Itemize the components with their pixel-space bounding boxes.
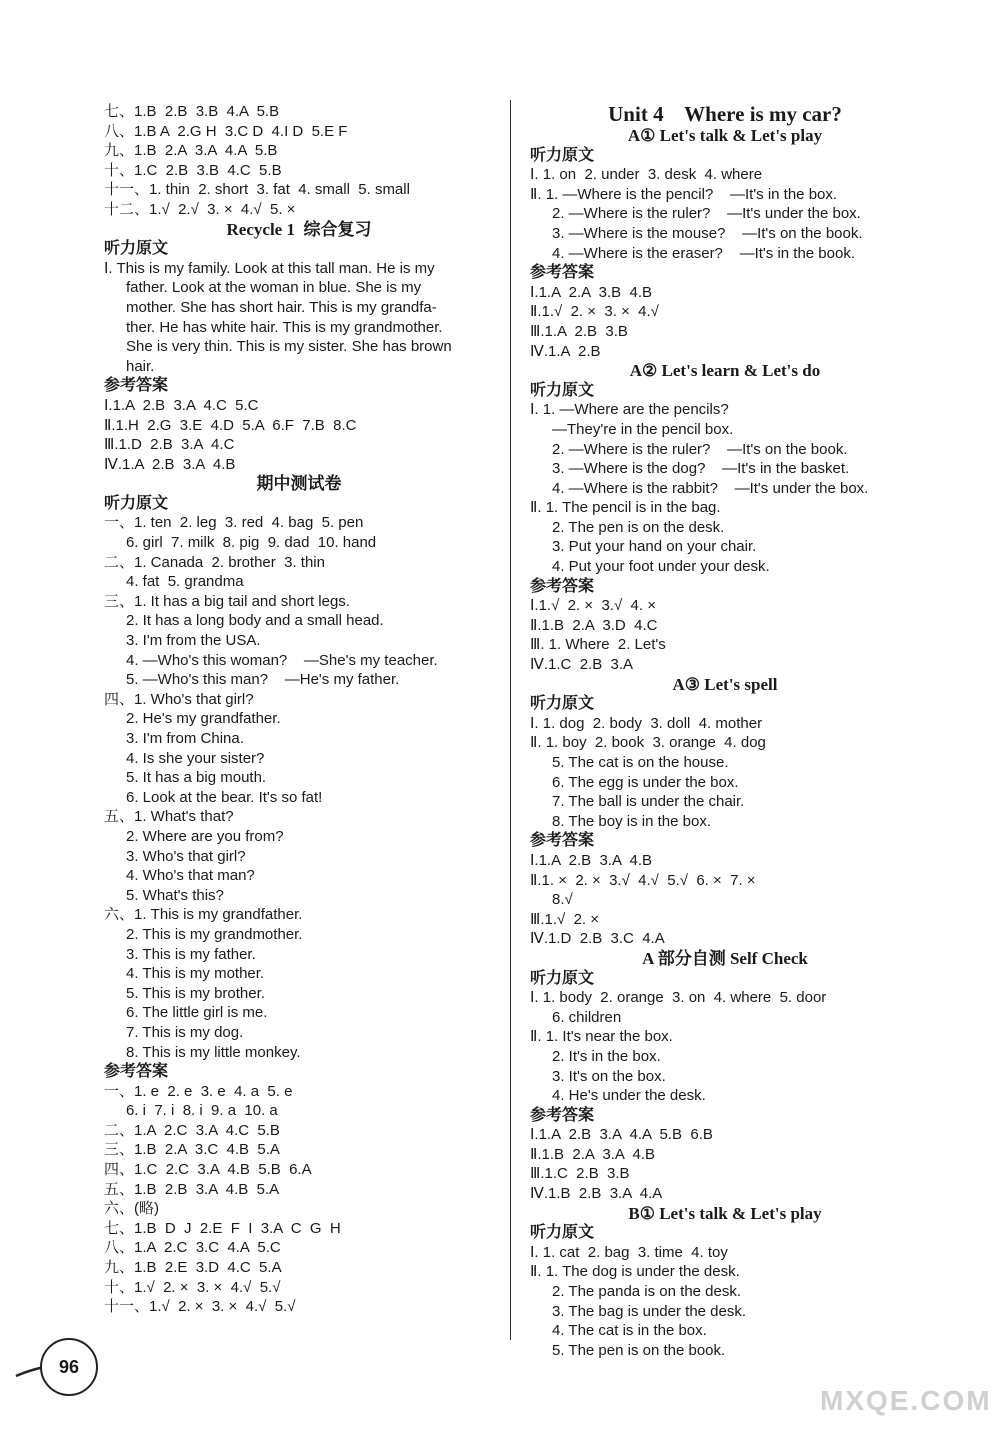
text-line: 二、1. Canada 2. brother 3. thin xyxy=(104,553,325,571)
text-line: 5. What's this? xyxy=(126,886,224,904)
text-line: 7. This is my dog. xyxy=(126,1023,244,1041)
text-line: 3. This is my father. xyxy=(126,945,256,963)
text-line: 2. He's my grandfather. xyxy=(126,710,281,728)
text-line: 3. —Where is the dog? —It's in the basket. xyxy=(552,460,850,478)
text-line: 2. It's in the box. xyxy=(552,1047,661,1065)
text-line: Ⅲ.1.C 2.B 3.B xyxy=(530,1165,630,1183)
text-line: 五、1. What's that? xyxy=(104,808,234,826)
text-line: 七、1.B 2.B 3.B 4.A 5.B xyxy=(104,103,280,120)
text-line: Ⅱ. 1. It's near the box. xyxy=(530,1028,673,1046)
section-title: A 部分自测 Self Check xyxy=(642,948,808,968)
section-title: A③ Let's spell xyxy=(672,674,778,694)
text-line: 6. children xyxy=(552,1008,622,1026)
text-line: 3. I'm from the USA. xyxy=(126,632,261,650)
text-line: 4. Put your foot under your desk. xyxy=(552,558,770,576)
text-line: Ⅰ.1.A 2.A 3.B 4.B xyxy=(530,283,652,301)
text-line: Ⅳ.1.C 2.B 3.A xyxy=(530,656,634,674)
text-line: hair. xyxy=(126,357,155,375)
text-line: 4. Is she your sister? xyxy=(126,749,265,767)
right-column xyxy=(530,102,920,1360)
text-line: 8.√ xyxy=(552,891,573,909)
text-line: 十、1.C 2.B 3.B 4.C 5.B xyxy=(104,161,282,179)
section-heading: 参考答案 xyxy=(530,832,595,850)
text-line: 3. It's on the box. xyxy=(552,1067,666,1085)
text-line: Ⅲ.1.√ 2. × xyxy=(530,910,600,928)
section-title: A① Let's talk & Let's play xyxy=(627,126,823,145)
text-line: 二、1.A 2.C 3.A 4.C 5.B xyxy=(104,1121,280,1139)
text-line: mother. She has short hair. This is my grandfa- xyxy=(126,298,437,316)
text-line: Ⅱ.1. × 2. × 3.√ 4.√ 5.√ 6. × 7. × xyxy=(530,871,756,889)
text-line: Ⅰ. 1. body 2. orange 3. on 4. where 5. door xyxy=(530,989,827,1007)
text-line: Ⅱ. 1. The pencil is in the bag. xyxy=(530,499,721,517)
text-line: 5. The cat is on the house. xyxy=(552,754,729,771)
text-line: 4. —Who's this woman? —She's my teacher. xyxy=(126,651,438,669)
text-line: Ⅱ.1.H 2.G 3.E 4.D 5.A 6.F 7.B 8.C xyxy=(104,416,357,434)
text-line: 5. It has a big mouth. xyxy=(126,769,267,787)
text-line: Ⅰ.1.A 2.B 3.A 4.C 5.C xyxy=(104,396,259,414)
text-line: Ⅳ.1.B 2.B 3.A 4.A xyxy=(530,1185,663,1203)
text-line: 6. girl 7. milk 8. pig 9. dad 10. hand xyxy=(126,534,377,552)
text-line: 4. —Where is the eraser? —It's in the book. xyxy=(552,244,855,262)
text-line: Ⅱ. 1. —Where is the pencil? —It's in the box. xyxy=(530,185,838,203)
text-line: Ⅱ.1.√ 2. × 3. × 4.√ xyxy=(530,303,659,321)
text-line: 5. This is my brother. xyxy=(126,984,265,1002)
text-line: 6. Look at the bear. It's so fat! xyxy=(126,788,323,806)
text-line: —They're in the pencil box. xyxy=(552,420,734,438)
page-number: 96 xyxy=(40,1338,98,1396)
text-line: Ⅱ.1.B 2.A 3.A 4.B xyxy=(530,1145,655,1163)
text-line: 7. The ball is under the chair. xyxy=(552,793,745,811)
section-heading: 参考答案 xyxy=(530,264,595,282)
text-line: 一、1. e 2. e 3. e 4. a 5. e xyxy=(104,1082,293,1100)
text-line: 3. I'm from China. xyxy=(126,730,244,747)
text-line: 8. This is my little monkey. xyxy=(126,1043,301,1061)
text-line: 3. Put your hand on your chair. xyxy=(552,538,757,556)
section-title: B① Let's talk & Let's play xyxy=(628,1203,822,1223)
section-heading: 参考答案 xyxy=(530,1106,595,1124)
text-line: ther. He has white hair. This is my grandmother. xyxy=(126,318,443,336)
text-line: 3. Who's that girl? xyxy=(126,847,246,865)
text-line: 6. i 7. i 8. i 9. a 10. a xyxy=(126,1102,278,1120)
text-line: 8. The boy is in the box. xyxy=(552,812,711,830)
section-title: A② Let's learn & Let's do xyxy=(629,361,821,381)
section-heading: 听力原文 xyxy=(104,494,169,512)
text-line: She is very thin. This is my sister. She has brown xyxy=(126,338,452,356)
section-title: Recycle 1 综合复习 xyxy=(226,219,372,239)
text-line: Ⅳ.1.A 2.B 3.A 4.B xyxy=(104,455,236,473)
text-line: 2. —Where is the ruler? —It's under the box. xyxy=(552,205,861,223)
text-line: 九、1.B 2.E 3.D 4.C 5.A xyxy=(104,1259,282,1277)
text-line: 四、1. Who's that girl? xyxy=(104,690,254,708)
text-line: 十二、1.√ 2.√ 3. × 4.√ 5. × xyxy=(104,200,296,218)
text-line: 4. Who's that man? xyxy=(126,867,255,885)
text-line: 三、1.B 2.A 3.C 4.B 5.A xyxy=(104,1141,280,1159)
text-line: Ⅰ.1.A 2.B 3.A 4.B xyxy=(530,851,652,869)
text-line: 一、1. ten 2. leg 3. red 4. bag 5. pen xyxy=(104,514,364,532)
text-line: 2. Where are you from? xyxy=(126,827,284,845)
section-heading: 听力原文 xyxy=(530,381,595,399)
section-heading: 听力原文 xyxy=(530,969,595,987)
text-line: 五、1.B 2.B 3.A 4.B 5.A xyxy=(104,1180,280,1198)
text-line: 4. fat 5. grandma xyxy=(126,573,244,591)
text-line: Ⅰ. This is my family. Look at this tall man. He is my xyxy=(104,259,435,277)
text-line: Ⅰ.1.A 2.B 3.A 4.A 5.B 6.B xyxy=(530,1126,713,1144)
text-line: 2. This is my grandmother. xyxy=(126,925,303,943)
section-heading: 听力原文 xyxy=(530,1224,595,1242)
text-line: Ⅰ. 1. on 2. under 3. desk 4. where xyxy=(530,166,763,184)
text-line: 3. The bag is under the desk. xyxy=(552,1302,747,1320)
text-line: 4. The cat is in the box. xyxy=(552,1322,707,1340)
text-line: Ⅱ. 1. boy 2. book 3. orange 4. dog xyxy=(530,734,766,752)
section-heading: 参考答案 xyxy=(104,1063,169,1081)
text-line: 5. The pen is on the book. xyxy=(552,1341,726,1359)
text-line: Ⅲ. 1. Where 2. Let's xyxy=(530,636,666,654)
left-column xyxy=(104,102,494,1317)
text-line: 八、1.B A 2.G H 3.C D 4.I D 5.E F xyxy=(104,122,348,140)
text-line: 6. The little girl is me. xyxy=(126,1004,268,1022)
text-line: 4. He's under the desk. xyxy=(552,1087,706,1105)
text-line: 4. —Where is the rabbit? —It's under the box. xyxy=(552,479,869,497)
text-line: 十一、1. thin 2. short 3. fat 4. small 5. small xyxy=(104,181,410,199)
text-line: 6. The egg is under the box. xyxy=(552,773,739,791)
text-line: 2. The pen is on the desk. xyxy=(552,518,725,536)
text-line: 三、1. It has a big tail and short legs. xyxy=(104,592,350,610)
section-heading: 听力原文 xyxy=(530,146,595,164)
text-line: 六、(略) xyxy=(104,1200,159,1218)
text-line: Ⅰ.1.√ 2. × 3.√ 4. × xyxy=(530,597,656,615)
watermark: MXQE.COM xyxy=(820,1385,992,1416)
text-line: 3. —Where is the mouse? —It's on the book. xyxy=(552,224,863,242)
column-divider xyxy=(510,100,511,1340)
text-line: 2. It has a long body and a small head. xyxy=(126,612,384,630)
section-title: 期中测试卷 xyxy=(256,474,342,494)
text-line: 四、1.C 2.C 3.A 4.B 5.B 6.A xyxy=(104,1161,312,1179)
text-line: Ⅳ.1.A 2.B xyxy=(530,342,601,360)
text-line: 九、1.B 2.A 3.A 4.A 5.B xyxy=(104,142,278,160)
text-line: 八、1.A 2.C 3.C 4.A 5.C xyxy=(104,1239,281,1257)
text-line: Ⅰ. 1. cat 2. bag 3. time 4. toy xyxy=(530,1243,728,1261)
text-line: Ⅰ. 1. dog 2. body 3. doll 4. mother xyxy=(530,714,763,732)
text-line: 十一、1.√ 2. × 3. × 4.√ 5.√ xyxy=(104,1298,296,1316)
text-line: 2. The panda is on the desk. xyxy=(552,1283,742,1301)
text-line: 2. —Where is the ruler? —It's on the book. xyxy=(552,440,848,458)
text-line: father. Look at the woman in blue. She is my xyxy=(126,279,422,297)
section-heading: 参考答案 xyxy=(104,377,169,395)
section-heading: 听力原文 xyxy=(530,695,595,713)
text-line: Ⅱ. 1. The dog is under the desk. xyxy=(530,1263,740,1281)
text-line: 4. This is my mother. xyxy=(126,965,265,983)
text-line: Ⅳ.1.D 2.B 3.C 4.A xyxy=(530,930,665,948)
text-line: 七、1.B D J 2.E F I 3.A C G H xyxy=(104,1219,341,1237)
text-line: Ⅲ.1.D 2.B 3.A 4.C xyxy=(104,436,235,454)
text-line: 十、1.√ 2. × 3. × 4.√ 5.√ xyxy=(104,1278,281,1296)
section-title: Unit 4 Where is my car? xyxy=(608,102,842,126)
section-heading: 参考答案 xyxy=(530,577,595,595)
text-line: 5. —Who's this man? —He's my father. xyxy=(126,671,400,689)
text-line: 六、1. This is my grandfather. xyxy=(104,906,303,924)
section-heading: 听力原文 xyxy=(104,240,169,258)
text-line: Ⅲ.1.A 2.B 3.B xyxy=(530,322,628,340)
text-line: Ⅰ. 1. —Where are the pencils? xyxy=(530,401,729,419)
text-line: Ⅱ.1.B 2.A 3.D 4.C xyxy=(530,616,658,634)
